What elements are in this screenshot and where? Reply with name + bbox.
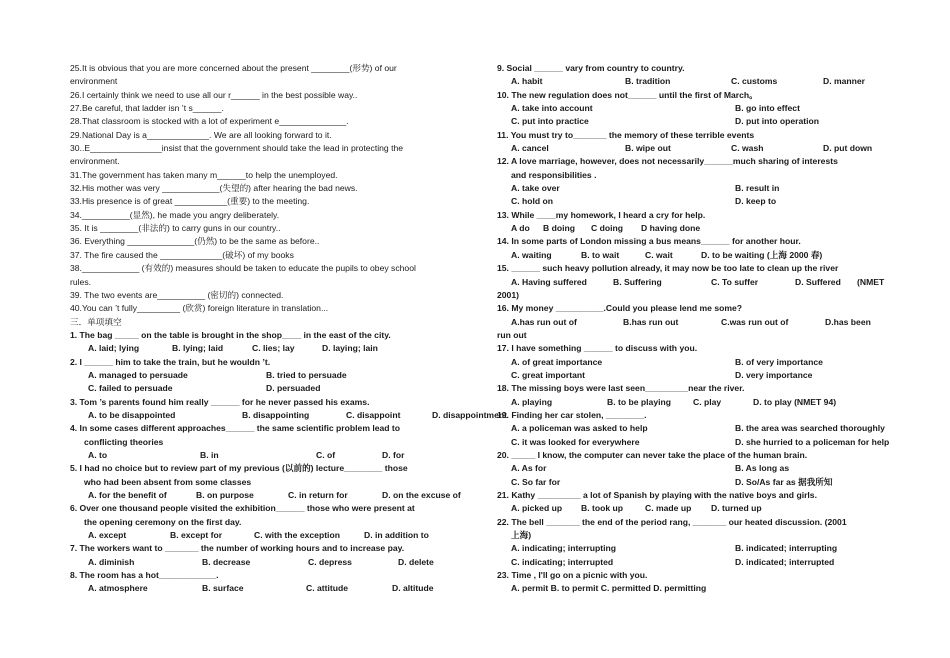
option-row bbox=[70, 342, 458, 355]
left-column bbox=[70, 62, 507, 596]
fill-in-line: rules. bbox=[70, 276, 92, 287]
answer-option: D. she hurried to a policeman for help bbox=[735, 436, 890, 447]
option-row bbox=[70, 582, 458, 595]
option-row bbox=[497, 422, 897, 435]
question-stem: 19. Finding her car stolen, ________. bbox=[497, 409, 647, 420]
fill-in-line: environment bbox=[70, 76, 118, 87]
question-stem-cont: who had been absent from some classes bbox=[84, 476, 252, 487]
option-row bbox=[497, 476, 897, 489]
answer-option: A. diminish bbox=[88, 556, 135, 567]
option-row bbox=[497, 195, 897, 208]
question-stem: 4. In some cases different approaches______ the same scientific problem lead to bbox=[70, 423, 401, 434]
answer-option: A. cancel bbox=[511, 143, 549, 154]
answer-option: C.was run out of bbox=[721, 316, 789, 327]
answer-option: D. Suffered bbox=[795, 276, 841, 287]
fill-in-line: environment. bbox=[70, 156, 120, 167]
answer-option: B. result in bbox=[735, 183, 780, 194]
answer-option: C. lies; lay bbox=[252, 343, 295, 354]
question-stem-cont: 2001) bbox=[497, 289, 519, 300]
fill-in-line: 39. The two events are__________ (密切的) connected. bbox=[70, 289, 284, 300]
fill-in-line: 35. It is ________(非法的) to carry guns in our country.. bbox=[70, 223, 281, 234]
answer-option: A. playing bbox=[511, 396, 553, 407]
option-row bbox=[497, 276, 897, 289]
question-stem: 21. Kathy _________ a lot of Spanish by playing with the native boys and girls. bbox=[497, 490, 817, 500]
option-row bbox=[497, 115, 897, 128]
question-stem-cont: the opening ceremony on the first day. bbox=[84, 516, 242, 527]
question-stem: 9. Social ______ vary from country to country. bbox=[497, 63, 685, 73]
answer-option: D. keep to bbox=[735, 196, 777, 207]
answer-option: D. to be waiting (上海 2000 春) bbox=[701, 249, 823, 260]
answer-option: B. disappointing bbox=[242, 409, 310, 420]
fill-in-line: 37. The fire caused the _____________(破坏) of my books bbox=[70, 249, 294, 260]
answer-option: B. lying; laid bbox=[172, 343, 224, 354]
answer-option: D. to play (NMET 94) bbox=[753, 396, 837, 407]
answer-option: A. atmosphere bbox=[88, 583, 148, 594]
question-stem: 17. I have something ______ to discuss with you. bbox=[497, 343, 698, 354]
question-stem: 3. Tom ’s parents found him really ______ for he never passed his exams. bbox=[70, 396, 370, 407]
option-row bbox=[70, 489, 461, 502]
fill-in-line: 34.__________(显然), he made you angry deliberately. bbox=[70, 209, 280, 220]
question-stem: 5. I had no choice but to review part of my previous (以前的) lecture________ those bbox=[70, 463, 408, 474]
answer-option: D. on the excuse of bbox=[382, 490, 461, 500]
answer-option: C. wait bbox=[645, 249, 673, 260]
option-row bbox=[497, 249, 897, 262]
option-row bbox=[70, 529, 458, 542]
answer-option: B. Suffering bbox=[613, 276, 662, 287]
answer-option: D.has been bbox=[825, 316, 871, 327]
option-row bbox=[497, 396, 897, 409]
option-row bbox=[70, 449, 458, 462]
fill-in-line: 29.National Day is a_____________. We are all looking forward to it. bbox=[70, 129, 332, 140]
answer-option: C. wash bbox=[731, 143, 764, 154]
answer-option: C. of bbox=[316, 449, 336, 460]
fill-in-line: 36. Everything ______________(仍然) to be the same as before.. bbox=[70, 236, 320, 247]
option-row bbox=[497, 356, 897, 369]
answer-option: A. waiting bbox=[511, 249, 552, 260]
option-row bbox=[497, 142, 897, 155]
section-title: 三．单项填空 bbox=[70, 316, 122, 327]
fill-in-line: 28.That classroom is stocked with a lot of experiment e______________. bbox=[70, 116, 349, 127]
answer-option: C. made up bbox=[645, 503, 692, 514]
answer-option: A. to bbox=[88, 449, 108, 460]
answer-option: C. To suffer bbox=[711, 276, 759, 287]
answer-option: D. turned up bbox=[711, 503, 762, 514]
question-stem: 18. The missing boys were last seen_________near the river. bbox=[497, 383, 745, 394]
answer-option: D. very importance bbox=[735, 369, 813, 380]
option-row bbox=[70, 369, 458, 382]
option-row bbox=[497, 316, 897, 329]
answer-option: D. for bbox=[382, 449, 405, 460]
answer-option: D. altitude bbox=[392, 583, 434, 594]
answer-option: D. put into operation bbox=[735, 116, 820, 127]
answer-option: A. managed to persuade bbox=[88, 369, 188, 380]
answer-option: B. tried to persuade bbox=[266, 369, 347, 380]
option-row bbox=[497, 462, 897, 475]
answer-option: A. a policeman was asked to help bbox=[511, 423, 648, 434]
answer-option: A.has run out of bbox=[511, 316, 577, 327]
answer-option: C doing bbox=[591, 223, 623, 234]
answer-option: D. disappointment bbox=[432, 409, 507, 420]
answer-option: A. permit B. to permit C. permitted D. permitting bbox=[511, 583, 707, 594]
fill-in-line: 33.His presence is of great ___________(重要) to the meeting. bbox=[70, 196, 310, 207]
fill-in-line: 27.Be careful, that ladder isn ’t s______. bbox=[70, 103, 224, 114]
answer-option: D. laying; lain bbox=[322, 343, 378, 354]
question-stem: 15. ______ such heavy pollution already, it may now be too late to clean up the river bbox=[497, 263, 839, 274]
answer-option: B. As long as bbox=[735, 463, 790, 474]
answer-option: D. persuaded bbox=[266, 383, 321, 394]
answer-option: A. of great importance bbox=[511, 356, 603, 367]
question-stem: 7. The workers want to _______ the number of working hours and to increase pay. bbox=[70, 543, 405, 554]
answer-option: C. great important bbox=[511, 369, 586, 380]
question-stem: 23. Time , I'll go on a picnic with you. bbox=[497, 570, 648, 581]
fill-in-line: 32.His mother was very ____________(失望的) after hearing the bad news. bbox=[70, 183, 358, 194]
answer-option: D. So/As far as 据我所知 bbox=[735, 476, 833, 487]
answer-option: B. on purpose bbox=[196, 490, 254, 500]
option-row bbox=[497, 222, 897, 235]
answer-option: B doing bbox=[543, 223, 575, 234]
answer-option: B. to be playing bbox=[607, 396, 671, 407]
answer-option: C. play bbox=[693, 396, 722, 407]
option-row bbox=[497, 369, 897, 382]
answer-option: A. habit bbox=[511, 76, 543, 87]
answer-option: A. take over bbox=[511, 183, 560, 194]
answer-option: B. to wait bbox=[581, 249, 620, 260]
answer-option: C. it was looked for everywhere bbox=[511, 436, 640, 447]
question-stem: 13. While ____my homework, I heard a cry for help. bbox=[497, 209, 706, 220]
answer-option: C. customs bbox=[731, 76, 778, 87]
answer-option: B. tradition bbox=[625, 76, 671, 87]
answer-option: (NMET bbox=[857, 276, 885, 287]
answer-option: C. hold on bbox=[511, 196, 554, 207]
option-row bbox=[497, 102, 897, 115]
question-stem-cont: conflicting theories bbox=[84, 436, 164, 447]
answer-option: B. go into effect bbox=[735, 103, 800, 114]
answer-option: B. of very importance bbox=[735, 356, 823, 367]
answer-option: A. for the benefit of bbox=[88, 490, 167, 500]
answer-option: A. take into account bbox=[511, 103, 593, 114]
option-row bbox=[70, 382, 458, 395]
question-stem-cont: run out bbox=[497, 329, 527, 340]
answer-option: A. to be disappointed bbox=[88, 409, 176, 420]
answer-option: B. wipe out bbox=[625, 143, 671, 154]
answer-option: B. surface bbox=[202, 583, 244, 594]
answer-option: C. with the exception bbox=[254, 530, 340, 541]
option-row bbox=[497, 502, 897, 515]
question-stem: 1. The bag _____ on the table is brought in the shop____ in the east of the city. bbox=[70, 329, 391, 340]
question-stem: 16. My money __________.Could you please lend me some? bbox=[497, 303, 743, 314]
question-stem: 6. Over one thousand people visited the exhibition______ those who were present at bbox=[70, 503, 415, 514]
answer-option: A do bbox=[511, 223, 530, 234]
answer-option: A. picked up bbox=[511, 503, 563, 514]
fill-in-line: 38.____________ (有效的) measures should be taken to educate the pupils to obey school bbox=[70, 263, 416, 274]
answer-option: B.has run out bbox=[623, 316, 679, 327]
answer-option: A. laid; lying bbox=[88, 343, 140, 354]
option-row bbox=[497, 556, 897, 569]
question-stem: 22. The bell _______ the end of the period rang, _______ our heated discussion. (2001 bbox=[497, 516, 847, 527]
answer-option: D. put down bbox=[823, 143, 873, 154]
question-stem-cont: and responsibilities . bbox=[511, 169, 597, 180]
answer-option: B. indicated; interrupting bbox=[735, 543, 838, 554]
question-stem: 20. _____ I know, the computer can never take the place of the human brain. bbox=[497, 449, 808, 460]
answer-option: C. indicating; interrupted bbox=[511, 556, 614, 567]
fill-in-line: 25.It is obvious that you are more concerned about the present ________(形势) of our bbox=[70, 63, 397, 73]
answer-option: D. delete bbox=[398, 556, 434, 567]
question-stem: 2. I ______ him to take the train, but he wouldn ’t. bbox=[70, 356, 271, 367]
question-stem-cont: 上海) bbox=[511, 530, 532, 541]
question-stem: 14. In some parts of London missing a bus means______ for another hour. bbox=[497, 236, 801, 247]
answer-option: D. manner bbox=[823, 76, 866, 87]
answer-option: D having done bbox=[641, 223, 701, 234]
answer-option: C. failed to persuade bbox=[88, 383, 173, 394]
answer-option: B. except for bbox=[170, 530, 223, 541]
answer-option: B. decrease bbox=[202, 556, 251, 567]
fill-in-line: 26.I certainly think we need to use all our r______ in the best possible way.. bbox=[70, 89, 358, 100]
answer-option: C. attitude bbox=[306, 583, 349, 594]
answer-option: C. in return for bbox=[288, 490, 348, 500]
answer-option: C. depress bbox=[308, 556, 352, 567]
answer-option: C. disappoint bbox=[346, 409, 401, 420]
fill-in-line: 30..E_______________insist that the government should take the lead in protecting the bbox=[70, 143, 404, 154]
answer-option: A. As for bbox=[511, 463, 547, 474]
question-stem: 10. The new regulation does not______ until the first of March。 bbox=[497, 89, 758, 100]
answer-option: C. So far for bbox=[511, 476, 561, 487]
option-row bbox=[497, 182, 897, 195]
option-row bbox=[497, 436, 897, 449]
answer-option: B. the area was searched thoroughly bbox=[735, 423, 885, 434]
option-row bbox=[70, 556, 458, 569]
question-stem: 8. The room has a hot____________. bbox=[70, 570, 219, 581]
answer-option: D. indicated; interrupted bbox=[735, 556, 835, 567]
answer-option: D. in addition to bbox=[364, 530, 429, 541]
option-row bbox=[497, 75, 897, 88]
fill-in-line: 40.You can ’t fully_________ (欣赏) foreign literature in translation... bbox=[70, 303, 329, 314]
option-row bbox=[70, 409, 507, 422]
right-column bbox=[497, 62, 897, 596]
fill-in-line: 31.The government has taken many m______to help the unemployed. bbox=[70, 169, 338, 180]
answer-option: C. put into practice bbox=[511, 116, 589, 127]
answer-option: A. Having suffered bbox=[511, 276, 587, 287]
answer-option: B. took up bbox=[581, 503, 624, 514]
answer-option: B. in bbox=[200, 449, 219, 460]
option-row bbox=[497, 582, 897, 595]
answer-option: A. indicating; interrupting bbox=[511, 543, 617, 554]
option-row bbox=[497, 542, 897, 555]
question-stem: 11. You must try to_______ the memory of these terrible events bbox=[497, 129, 755, 140]
question-stem: 12. A love marriage, however, does not necessarily______much sharing of interests bbox=[497, 156, 838, 167]
answer-option: A. except bbox=[88, 530, 127, 541]
